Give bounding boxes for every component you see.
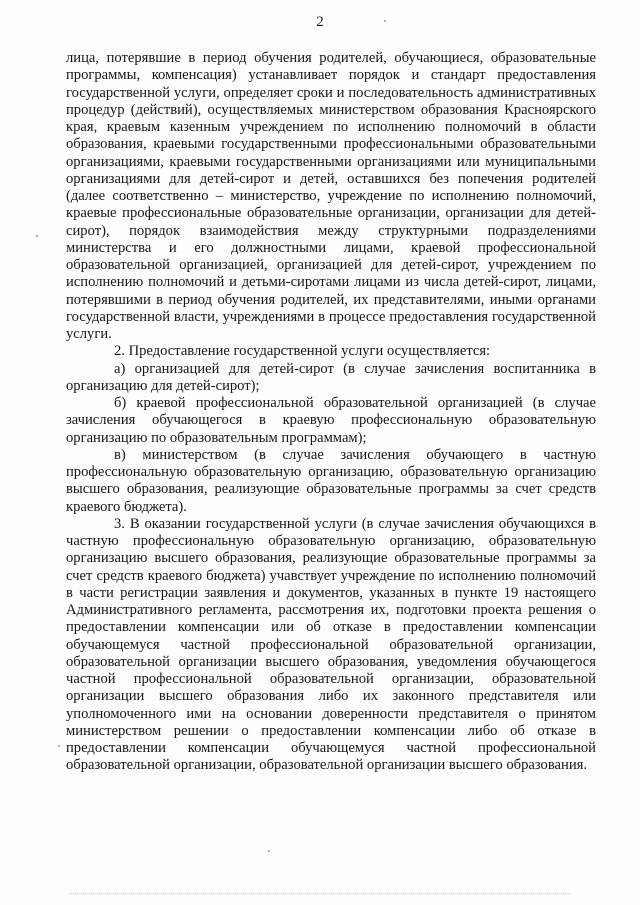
paragraph-item-3: 3. В оказании государственной услуги (в случае зачисления обучающихся в частную профессиональную образовательную организацию, образовательную организацию высшего образования, реализующие образовательные программы за счет средств краевого бюджета) учавствует учреждение по исполнению полномочий в части регистрации заявления и документов, указанных в пункте 19 настоящего Административного регламента, рассмотрения их, подготовки проекта решения о предоставлении компенсации или об отказе в предоставлении компенсации обучающемуся частной профессиональной образовательной организации, образовательной организации высшего образования, уведомления обучающегося частной профессиональной образовательной организации, образовательной организации высшего образования либо их законного представителя или уполномоченного ими на основании доверенности представителя о принятом министерством решении о предоставлении компенсации либо об отказе в предоставлении компенсации обучающемуся частной профессиональной образовательной организации, образовательной организации высшего образования.	[66, 515, 596, 774]
scan-speck	[36, 235, 38, 237]
scan-speck	[384, 20, 386, 22]
scan-speck	[58, 745, 60, 747]
paragraph-item-2: 2. Предоставление государственной услуги осуществляется:	[114, 343, 491, 360]
paragraph-item-2c: в) министерством (в случае зачисления обучающего в частную профессиональную образовательную организацию, образовательную организацию высшего образования, реализующие образовательные программы за счет средств краевого бюджета).	[66, 446, 596, 515]
document-body	[66, 50, 596, 775]
scan-speck	[268, 850, 270, 852]
paragraph-item-2b: б) краевой профессиональной образовательной организацией (в случае зачисления обучающегося в краевую профессиональную образовательную организацию по образовательным программам);	[66, 395, 596, 446]
paragraph-continuation: лица, потерявшие в период обучения родителей, обучающиеся, образовательные программы, компенсация) устанавливает порядок и стандарт предоставления государственной услуги, определяет сроки и последовательность административных процедур (действий), осуществляемых министерством образования Красноярского края, краевым казенным учреждением по исполнению полномочий в области образования, краевыми государственными профессиональными образовательными организациями, краевыми государственными организациями или муниципальными организациями для детей-сирот и детей, оставшихся без попечения родителей (далее соответственно – министерство, учреждение по исполнению полномочий, краевые профессиональные образовательные организации, организации для детей-сирот), порядок взаимодействия между структурными подразделениями министерства и его должностными лицами, краевой профессиональной образовательной организацией, организацией для детей-сирот, учреждением по исполнению полномочий и детьми-сиротами лицами из числа детей-сирот, лицами, потерявшими в период обучения родителей, их представителями, иными органами государственной власти, учреждениями в процессе предоставления государственной услуги.	[66, 50, 596, 342]
scan-edge-noise	[70, 893, 570, 897]
page-number: 2	[316, 14, 324, 30]
paragraph-item-2a: а) организацией для детей-сирот (в случае зачисления воспитанника в организацию для детей-сирот);	[66, 360, 596, 394]
